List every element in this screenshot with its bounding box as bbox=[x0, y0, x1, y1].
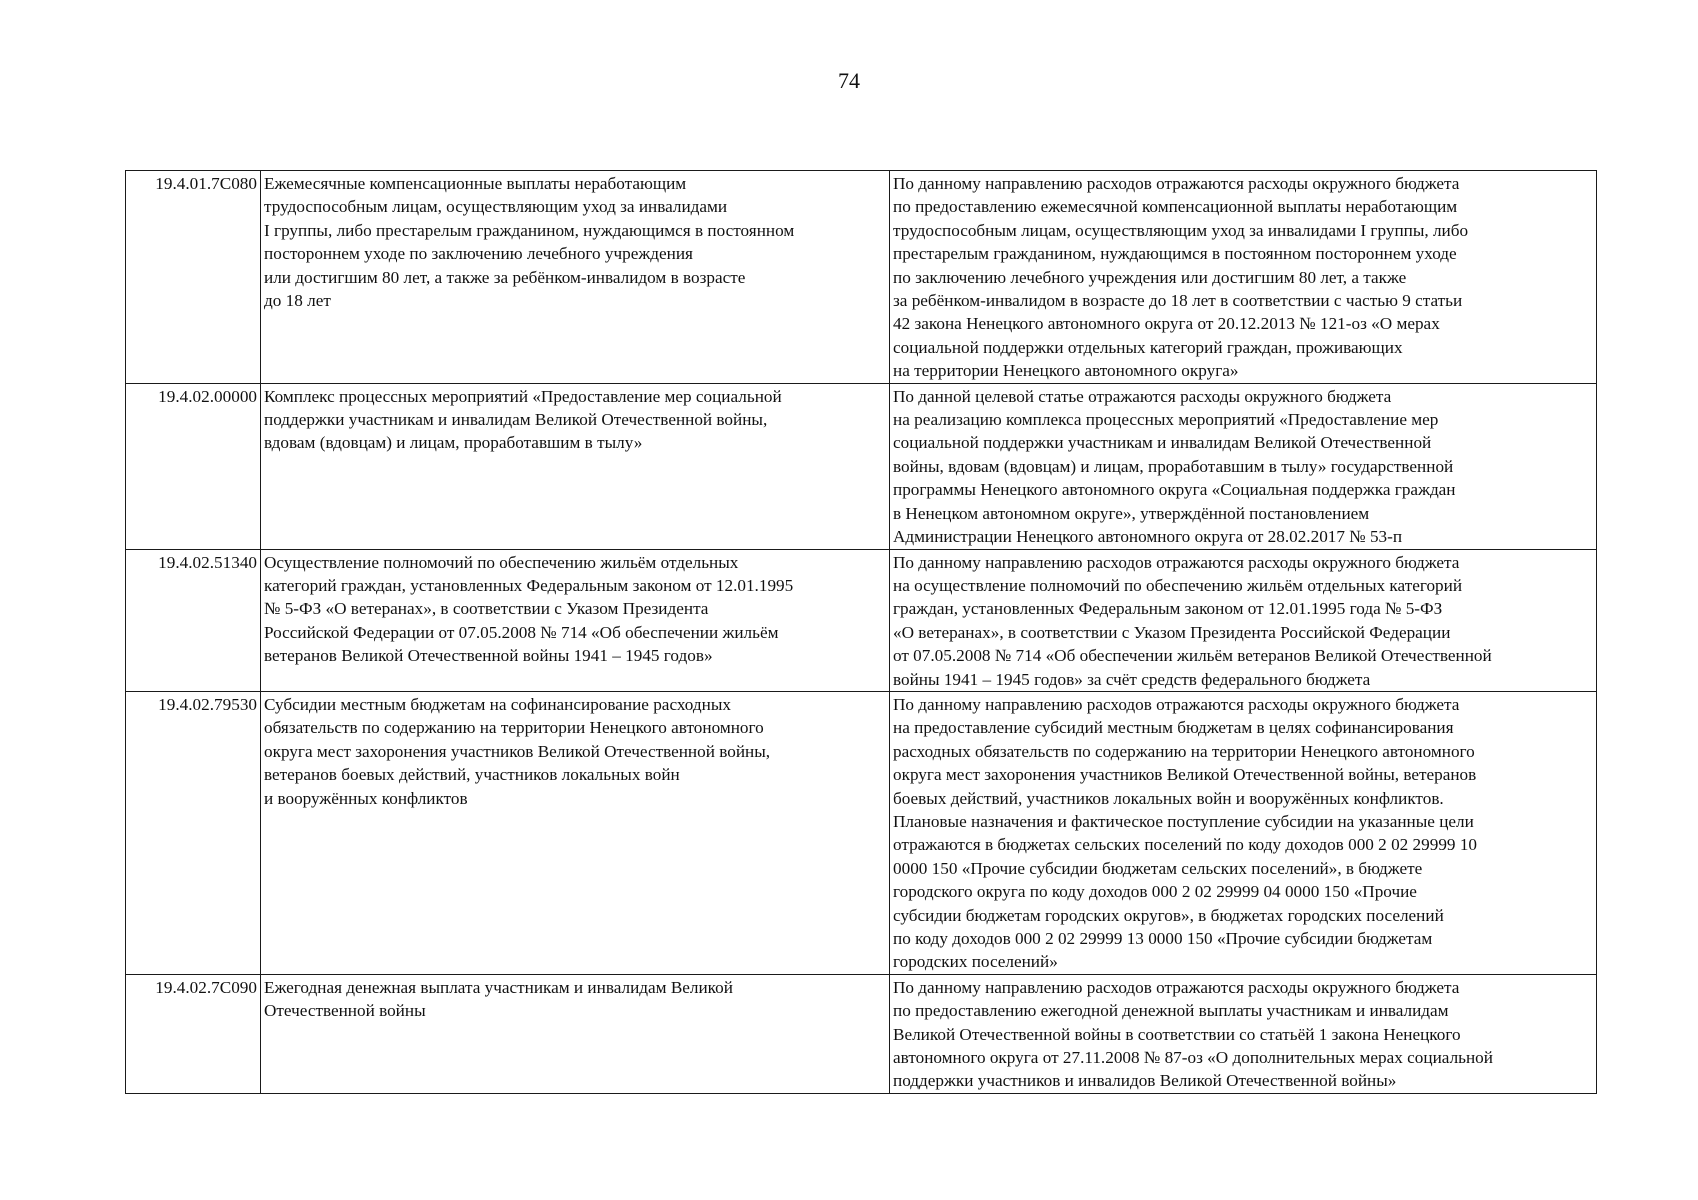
text-line: социальной поддержки отдельных категорий граждан, проживающих bbox=[893, 337, 1403, 357]
text-line: ветеранов Великой Отечественной войны 1941 – 1945 годов» bbox=[264, 646, 713, 666]
table-row bbox=[126, 383, 1597, 549]
text-line: по предоставлению ежемесячной компенсационной выплаты неработающим bbox=[893, 197, 1458, 217]
expense-title-cell bbox=[261, 549, 890, 691]
text-line: войны, вдовам (вдовцам) и лицам, проработавшим в тылу» государственной bbox=[893, 456, 1454, 476]
text-line: трудоспособным лицам, осуществляющим уход за инвалидами I группы, либо bbox=[893, 220, 1469, 240]
target-code-cell: 19.4.01.7С080 bbox=[126, 171, 261, 384]
text-line: на предоставление субсидий местным бюджетам в целях софинансирования bbox=[893, 718, 1454, 738]
expense-description-cell bbox=[890, 974, 1597, 1093]
text-line: по коду доходов 000 2 02 29999 13 0000 150 «Прочие субсидии бюджетам bbox=[893, 929, 1433, 948]
text-line: на реализацию комплекса процессных мероприятий «Предоставление мер bbox=[893, 410, 1439, 430]
text-line: граждан, установленных Федеральным законом от 12.01.1995 года № 5-ФЗ bbox=[893, 599, 1443, 619]
target-code-cell: 19.4.02.7С090 bbox=[126, 974, 261, 1093]
text-line: Отечественной войны bbox=[264, 1001, 426, 1021]
page-number: 74 bbox=[838, 68, 860, 93]
text-line: 42 закона Ненецкого автономного округа от 20.12.2013 № 121-оз «О мерах bbox=[893, 314, 1440, 334]
text-line: отражаются в бюджетах сельских поселений по коду доходов 000 2 02 29999 10 bbox=[893, 835, 1478, 855]
text-line: по предоставлению ежегодной денежной выплаты участникам и инвалидам bbox=[893, 1001, 1449, 1021]
text-line: престарелым гражданином, нуждающимся в постоянном постороннем уходе bbox=[893, 244, 1457, 264]
text-line: по заключению лечебного учреждения или достигшим 80 лет, а также bbox=[893, 267, 1407, 287]
text-line: Плановые назначения и фактическое поступление субсидии на указанные цели bbox=[893, 811, 1474, 831]
text-line: на осуществление полномочий по обеспечению жильём отдельных категорий bbox=[893, 575, 1463, 595]
text-line: округа мест захоронения участников Великой Отечественной войны, bbox=[264, 741, 771, 761]
text-line: субсидии бюджетам городских округов», в бюджетах городских поселений bbox=[893, 905, 1444, 925]
text-line: По данной целевой статье отражаются расходы окружного бюджета bbox=[893, 386, 1392, 406]
text-line: войны 1941 – 1945 годов» за счёт средств федерального бюджета bbox=[893, 669, 1371, 689]
text-line: обязательств по содержанию на территории Ненецкого автономного bbox=[264, 718, 764, 738]
target-code-cell: 19.4.02.51340 bbox=[126, 549, 261, 691]
text-line: Ежемесячные компенсационные выплаты неработающим bbox=[264, 174, 687, 193]
expense-title-cell bbox=[261, 974, 890, 1093]
expense-description-cell bbox=[890, 383, 1597, 549]
text-line: Российской Федерации от 07.05.2008 № 714 «Об обеспечении жильём bbox=[264, 622, 779, 642]
expense-description-cell bbox=[890, 171, 1597, 384]
text-line: По данному направлению расходов отражаются расходы окружного бюджета bbox=[893, 977, 1460, 997]
expense-description-cell bbox=[890, 691, 1597, 974]
expense-title-cell bbox=[261, 383, 890, 549]
text-line: за ребёнком-инвалидом в возрасте до 18 лет в соответствии с частью 9 статьи bbox=[893, 291, 1463, 311]
text-line: автономного округа от 27.11.2008 № 87-оз «О дополнительных мерах социальной bbox=[893, 1048, 1493, 1068]
text-line: По данному направлению расходов отражаются расходы окружного бюджета bbox=[893, 694, 1460, 714]
text-line: По данному направлению расходов отражаются расходы окружного бюджета bbox=[893, 552, 1460, 572]
text-line: и вооружённых конфликтов bbox=[264, 788, 468, 808]
text-line: городского округа по коду доходов 000 2 02 29999 04 0000 150 «Прочие bbox=[893, 882, 1417, 902]
budget-classification-table bbox=[125, 170, 1597, 1094]
table-row bbox=[126, 549, 1597, 691]
text-line: постороннем уходе по заключению лечебного учреждения bbox=[264, 244, 693, 264]
table-row bbox=[126, 974, 1597, 1093]
text-line: округа мест захоронения участников Великой Отечественной войны, ветеранов bbox=[893, 765, 1477, 785]
text-line: боевых действий, участников локальных войн и вооружённых конфликтов. bbox=[893, 788, 1444, 808]
text-line: вдовам (вдовцам) и лицам, проработавшим в тылу» bbox=[264, 433, 643, 453]
text-line: Ежегодная денежная выплата участникам и инвалидам Великой bbox=[264, 977, 733, 997]
text-line: № 5-ФЗ «О ветеранах», в соответствии с Указом Президента bbox=[264, 599, 709, 619]
text-line: поддержки участников и инвалидов Великой Отечественной войны» bbox=[893, 1071, 1397, 1091]
table-row bbox=[126, 691, 1597, 974]
text-line: на территории Ненецкого автономного округа» bbox=[893, 361, 1239, 381]
text-line: до 18 лет bbox=[264, 291, 331, 311]
text-line: Великой Отечественной войны в соответствии со статьёй 1 закона Ненецкого bbox=[893, 1024, 1461, 1044]
table-row bbox=[126, 171, 1597, 384]
expense-description-cell bbox=[890, 549, 1597, 691]
text-line: или достигшим 80 лет, а также за ребёнком-инвалидом в возрасте bbox=[264, 267, 746, 287]
text-line: поддержки участникам и инвалидам Великой Отечественной войны, bbox=[264, 410, 768, 430]
text-line: I группы, либо престарелым гражданином, нуждающимся в постоянном bbox=[264, 220, 795, 240]
target-code-cell: 19.4.02.79530 bbox=[126, 691, 261, 974]
expense-title-cell bbox=[261, 691, 890, 974]
text-line: категорий граждан, установленных Федеральным законом от 12.01.1995 bbox=[264, 575, 794, 595]
text-line: 0000 150 «Прочие субсидии бюджетам сельских поселений», в бюджете bbox=[893, 858, 1423, 878]
text-line: Осуществление полномочий по обеспечению жильём отдельных bbox=[264, 552, 739, 572]
text-line: в Ненецком автономном округе», утверждённой постановлением bbox=[893, 503, 1370, 523]
text-line: Администрации Ненецкого автономного округа от 28.02.2017 № 53-п bbox=[893, 527, 1403, 547]
target-code-cell: 19.4.02.00000 bbox=[126, 383, 261, 549]
text-line: Комплекс процессных мероприятий «Предоставление мер социальной bbox=[264, 386, 782, 406]
text-line: от 07.05.2008 № 714 «Об обеспечении жильём ветеранов Великой Отечественной bbox=[893, 646, 1492, 666]
text-line: программы Ненецкого автономного округа «Социальная поддержка граждан bbox=[893, 480, 1456, 500]
text-line: ветеранов боевых действий, участников локальных войн bbox=[264, 765, 680, 785]
text-line: По данному направлению расходов отражаются расходы окружного бюджета bbox=[893, 174, 1460, 193]
text-line: Субсидии местным бюджетам на софинансирование расходных bbox=[264, 694, 731, 714]
text-line: социальной поддержки участникам и инвалидам Великой Отечественной bbox=[893, 433, 1432, 453]
table-body bbox=[126, 171, 1597, 1094]
text-line: городских поселений» bbox=[893, 952, 1058, 972]
text-line: расходных обязательств по содержанию на территории Ненецкого автономного bbox=[893, 741, 1475, 761]
text-line: трудоспособным лицам, осуществляющим уход за инвалидами bbox=[264, 197, 728, 217]
text-line: «О ветеранах», в соответствии с Указом Президента Российской Федерации bbox=[893, 622, 1451, 642]
expense-title-cell bbox=[261, 171, 890, 384]
